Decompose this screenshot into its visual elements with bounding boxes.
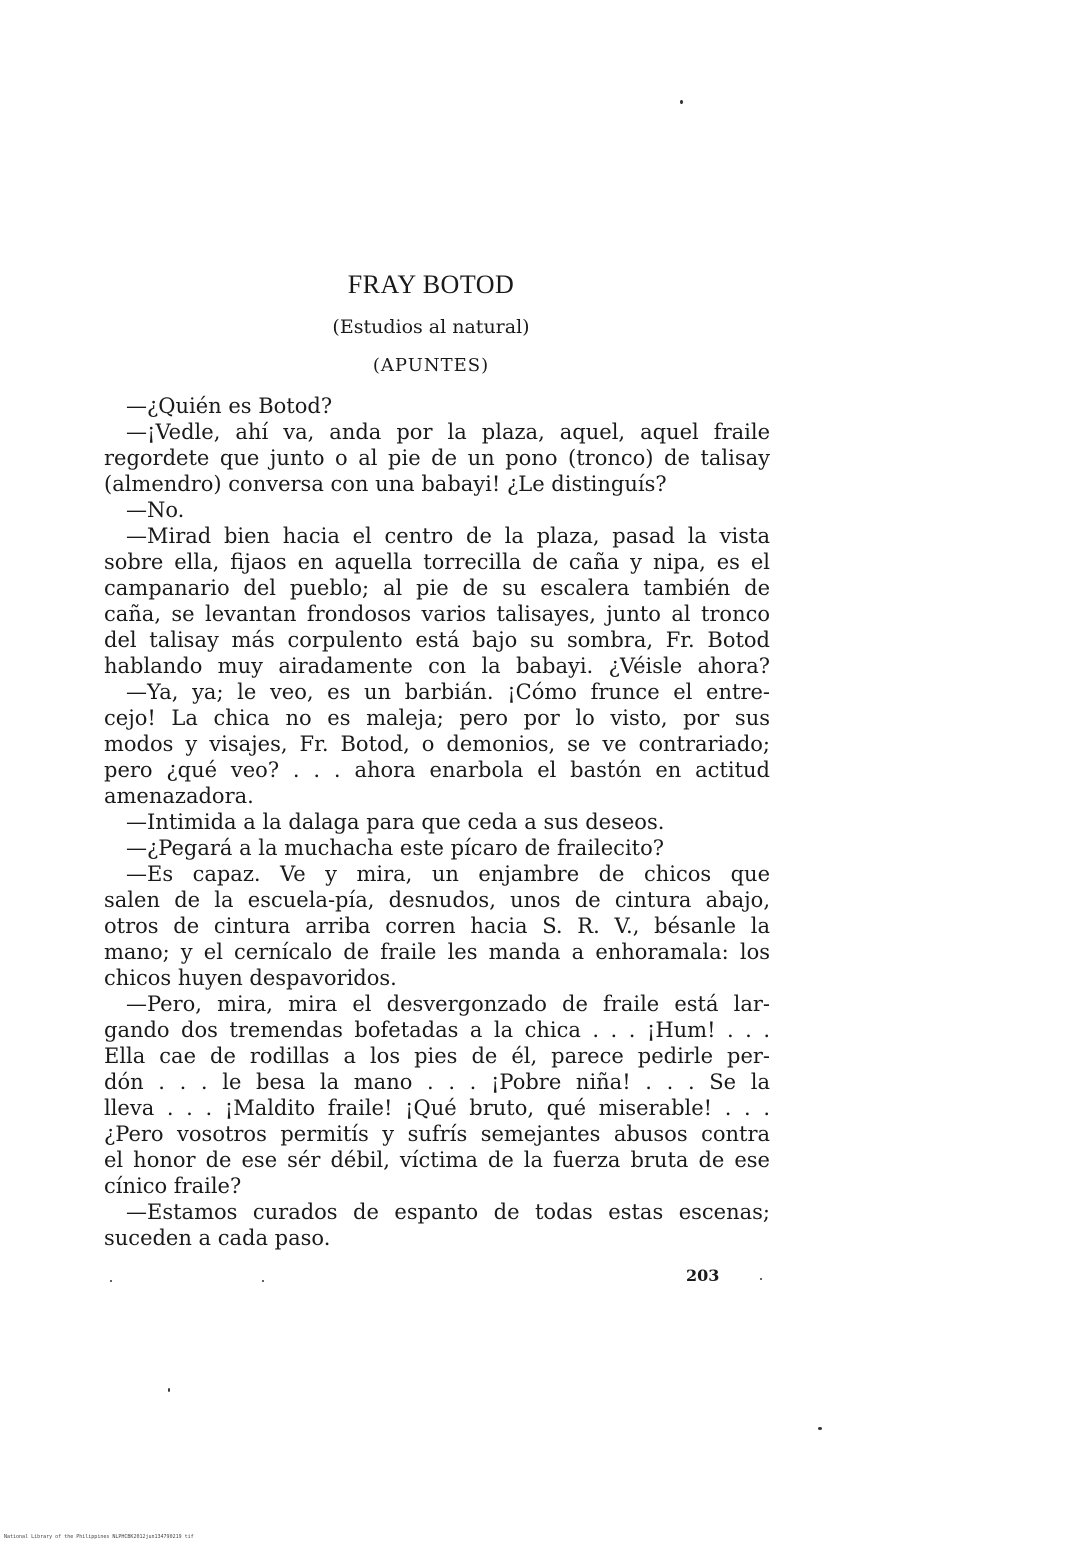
text-line: salen de la escuela-pía, desnudos, unos de cintura abajo, [104, 888, 770, 912]
text-line: caña, se levantan frondosos varios talisayes, junto al tronco [104, 602, 770, 626]
text-line: del talisay más corpulento está bajo su sombra, Fr. Botod [104, 628, 770, 652]
scan-speck [760, 1278, 762, 1280]
text-line: —Es capaz. Ve y mira, un enjambre de chicos que [126, 862, 770, 886]
text-line: —No. [126, 498, 185, 522]
text-line: amenazadora. [104, 784, 254, 808]
text-line: cínico fraile? [104, 1174, 242, 1198]
text-line: chicos huyen despavoridos. [104, 966, 397, 990]
text-line: —Estamos curados de espanto de todas estas escenas; [126, 1200, 770, 1224]
scan-speck [110, 1280, 112, 1282]
text-line: dón . . . le besa la mano . . . ¡Pobre niña! . . . Se la [104, 1070, 770, 1094]
text-line: —Mirad bien hacia el centro de la plaza, pasad la vista [126, 524, 770, 548]
text-line: mano; y el cernícalo de fraile les manda a enhoramala: los [104, 940, 770, 964]
page-subtitle: (Estudios al natural) [332, 316, 530, 338]
text-line: el honor de ese sér débil, víctima de la fuerza bruta de ese [104, 1148, 770, 1172]
text-line: —¡Vedle, ahí va, anda por la plaza, aquel, aquel fraile [126, 420, 770, 444]
text-line: sobre ella, fijaos en aquella torrecilla de caña y nipa, es el [104, 550, 770, 574]
scan-speck [818, 1427, 822, 1430]
scan-speck [680, 100, 683, 104]
text-line: campanario del pueblo; al pie de su escalera también de [104, 576, 770, 600]
text-line: Ella cae de rodillas a los pies de él, parece pedirle per- [104, 1044, 770, 1068]
scan-speck [262, 1280, 264, 1282]
text-line: —¿Quién es Botod? [126, 394, 333, 418]
text-line: —Intimida a la dalaga para que ceda a sus deseos. [126, 810, 665, 834]
text-line: regordete que junto o al pie de un pono (tronco) de talisay [104, 446, 770, 470]
scan-speck [168, 1388, 170, 1392]
text-line: ¿Pero vosotros permitís y sufrís semejantes abusos contra [104, 1122, 770, 1146]
page-number: 203 [686, 1266, 720, 1285]
text-line: pero ¿qué veo? . . . ahora enarbola el bastón en actitud [104, 758, 770, 782]
text-line: modos y visajes, Fr. Botod, o demonios, se ve contrariado; [104, 732, 770, 756]
text-line: (almendro) conversa con una babayi! ¿Le distinguís? [104, 472, 667, 496]
footer-note: National Library of the Philippines NLPHCBK2012jun134790219 tif [4, 1534, 194, 1540]
body-text [104, 393, 770, 1251]
page-title: FRAY BOTOD [347, 270, 515, 299]
text-line: suceden a cada paso. [104, 1226, 331, 1250]
page-subtitle-apuntes: (APUNTES) [372, 355, 490, 376]
text-line: —Ya, ya; le veo, es un barbián. ¡Cómo frunce el entre- [126, 680, 770, 704]
text-line: cejo! La chica no es maleja; pero por lo visto, por sus [104, 706, 770, 730]
text-line: lleva . . . ¡Maldito fraile! ¡Qué bruto, qué miserable! . . . [104, 1096, 770, 1120]
text-line: —Pero, mira, mira el desvergonzado de fraile está lar- [126, 992, 770, 1016]
text-line: gando dos tremendas bofetadas a la chica . . . ¡Hum! . . . [104, 1018, 770, 1042]
text-line: hablando muy airadamente con la babayi. ¿Véisle ahora? [104, 654, 770, 678]
text-line: otros de cintura arriba corren hacia S. R. V., bésanle la [104, 914, 770, 938]
text-line: —¿Pegará a la muchacha este pícaro de frailecito? [126, 836, 665, 860]
